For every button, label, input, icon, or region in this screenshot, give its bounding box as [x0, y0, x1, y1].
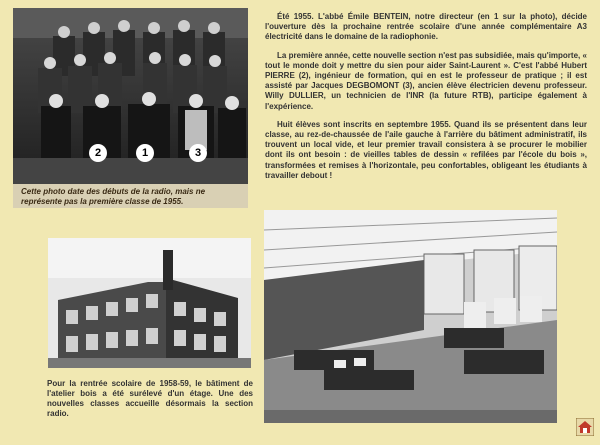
badge-1: 1 — [136, 144, 154, 162]
group-photo-caption — [13, 184, 248, 208]
badge-2: 2 — [89, 144, 107, 162]
paragraph-2: La première année, cette nouvelle section n'est pas subsidiée, mais qu'importe, « tout le monde doit y mettre du sien pour aider Saint-Laurent ». C'est l'abbé Hubert PIERRE (2), ingénieur de formation, qui en est le professeur de pratique ; il est assisté par Jacques DEGBOMONT (3), ancien élève électricien devenu professeur. Willy DULLIER, un technicien de l'INR (la future RTB), participe également à l'expérience. — [265, 50, 587, 111]
group-photo — [13, 8, 248, 184]
badge-3: 3 — [189, 144, 207, 162]
paragraph-3: Huit élèves sont inscrits en septembre 1955. Quand ils se présentent dans leur classe, au rez-de-chaussée de l'aile gauche à l'arrière du bâtiment administratif, ils trouvent un local vide, et leur premier travail consistera à se procurer le mobilier dont ils ont besoin : de vieilles tables de dessin « refilées par l'école du bois », transformées et remises à l'horizontale, peu confortables, obligeant les étudiants à travailler debout ! — [265, 119, 587, 180]
building-photo — [48, 238, 251, 368]
classroom-photo — [264, 210, 557, 423]
article-text — [265, 12, 587, 189]
home-button[interactable] — [576, 418, 594, 436]
caption-text: Cette photo date des débuts de la radio, mais ne représente pas la première classe de 1955. — [21, 187, 206, 206]
paragraph-1: Été 1955. L'abbé Émile BENTEIN, notre directeur (en 1 sur la photo), décide l'ouverture dès la prochaine rentrée scolaire d'une année complémentaire A3 électricité dans le domaine de la radiophonie. — [265, 12, 587, 42]
home-icon — [576, 418, 594, 436]
building-caption: Pour la rentrée scolaire de 1958-59, le bâtiment de l'atelier bois a été surélevé d'un étage. Une des nouvelles classes accueille désormais la section radio. — [47, 379, 253, 418]
